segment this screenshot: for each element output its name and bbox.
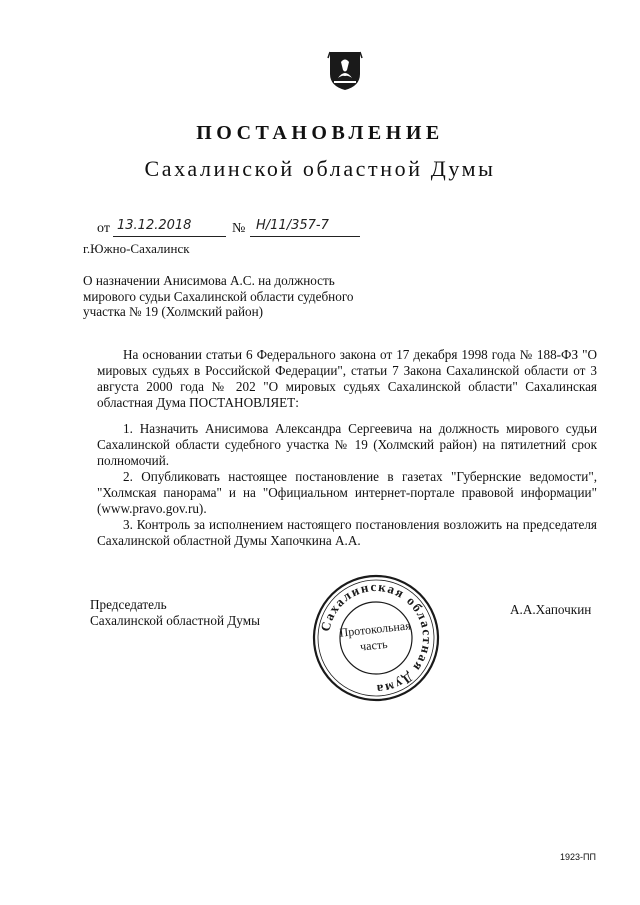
date-underline (113, 236, 226, 237)
stamp-center-line-2: часть (359, 636, 389, 654)
official-stamp (311, 573, 441, 703)
item-2: 2. Опубликовать настоящее постановление в газетах "Губернские ведомости", "Холмская панорама" и на "Официальном интернет-портале правовой информации" (www.pravo.gov.ru). (97, 469, 597, 516)
subject-line: О назначении Анисимова А.С. на должность (83, 273, 335, 288)
preamble: На основании статьи 6 Федерального закона от 17 декабря 1998 года № 188-ФЗ "О мировых судьях в Российской Федерации", статьи 7 Закона Сахалинской области от 3 августа 2000 года № 202 "О мировых судьях Сахалинской области" Сахалинская областная Дума ПОСТАНОВЛЯЕТ: (97, 347, 597, 410)
subject (83, 273, 383, 320)
document-title: ПОСТАНОВЛЕНИЕ (196, 122, 444, 144)
body-text (97, 347, 597, 549)
signatory-position (90, 597, 260, 628)
stamp-center-line-1: Протокольная (338, 618, 412, 640)
item-3: 3. Контроль за исполнением настоящего постановления возложить на председателя Сахалинской областной Думы Хапочкина А.А. (97, 517, 597, 548)
number-value: Н/11/357-7 (256, 218, 329, 233)
date-prefix: от (97, 221, 110, 236)
footer-code: 1923-ПП (560, 852, 596, 862)
signatory-name: А.А.Хапочкин (510, 602, 592, 617)
city: г.Южно-Сахалинск (83, 241, 190, 256)
position-line: Сахалинской областной Думы (90, 612, 260, 628)
number-prefix: № (232, 221, 246, 236)
coat-of-arms-icon (326, 48, 364, 92)
document-subtitle: Сахалинской областной Думы (144, 156, 496, 181)
subject-line: участка № 19 (Холмский район) (83, 304, 264, 319)
number-underline (250, 236, 360, 237)
stamp-ring-text: Сахалинская областная Дума (317, 578, 436, 698)
subject-line: мирового судьи Сахалинской области судебного (83, 288, 354, 304)
item-1: 1. Назначить Анисимова Александра Сергеевича на должность мирового судьи Сахалинской области судебного участка № 19 (Холмский район) на пятилетний срок полномочий. (97, 421, 597, 468)
position-line: Председатель (90, 597, 167, 612)
date-value: 13.12.2018 (117, 218, 192, 233)
